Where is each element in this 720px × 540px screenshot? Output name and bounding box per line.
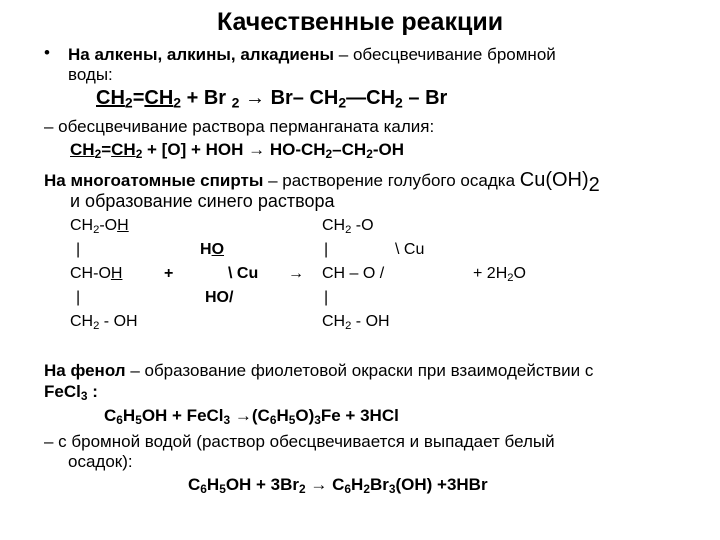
page-title: Качественные реакции: [216, 8, 504, 36]
eq-subscript: 2: [395, 94, 403, 111]
eq-term: H: [206, 475, 220, 494]
glycerate-row-1: [322, 218, 374, 234]
eq-subscript: 3: [314, 412, 321, 427]
eq-term: - OH: [99, 313, 138, 330]
eq-term: HO: [205, 289, 229, 306]
eq-term: CH: [70, 140, 95, 159]
eq-term: OH + FeCl: [141, 406, 224, 425]
eq-term: H: [351, 475, 364, 494]
plus-sign: +: [164, 265, 174, 282]
eq-term: OH + 3Br: [225, 475, 300, 494]
eq-subscript: 6: [269, 412, 277, 427]
eq-arrow: →: [239, 87, 271, 109]
phenol-bromine-equation: [188, 475, 488, 496]
kmno4-text: – обесцвечивание раствора перманганата калия:: [44, 117, 435, 136]
eq-term: →(C: [230, 406, 270, 425]
glycerate-row-3: CH – O /: [322, 265, 385, 282]
eq-term: Br– CH: [270, 87, 339, 109]
eq-term: CH: [322, 313, 346, 330]
eq-subscript: 5: [288, 412, 296, 427]
eq-term: CH: [111, 140, 136, 159]
eq-term: CH-O: [70, 265, 111, 282]
cuoh2-ho-top: [200, 242, 224, 258]
eq-term: H: [117, 217, 129, 234]
glycerate-row-5: [322, 314, 390, 330]
eq-term: —CH: [346, 87, 396, 109]
eq-term: O: [211, 241, 225, 258]
fecl3-label: [44, 382, 98, 403]
phenol-text: – образование фиолетовой окраски при взаимодействии с: [125, 361, 594, 380]
eq-term: Fe + 3HCl: [320, 406, 399, 425]
eq-term: CH: [322, 217, 346, 234]
eq-term: O): [295, 406, 315, 425]
eq-subscript: 2: [338, 94, 347, 111]
eq-subscript: 2: [135, 146, 143, 161]
eq-subscript: 6: [116, 412, 123, 427]
glycerol-bond-2: |: [76, 289, 81, 306]
phenol-heading: На фенол: [44, 361, 126, 380]
eq-subscript: 6: [344, 481, 352, 496]
eq-term: =: [101, 140, 112, 159]
eq-subscript: 5: [135, 412, 142, 427]
glycerol-bond-1: |: [76, 241, 81, 258]
eq-term: :: [87, 382, 98, 401]
phenol-line: [44, 362, 593, 379]
alkenes-heading: На алкены, алкины, алкадиены: [68, 45, 335, 64]
eq-term: CH: [144, 87, 174, 109]
eq-subscript: 2: [588, 174, 600, 196]
alkene-kmno4-equation: [70, 140, 404, 161]
eq-subscript: 2: [345, 223, 352, 236]
eq-term: -OH: [372, 140, 404, 159]
eq-term: C: [188, 475, 201, 494]
eq-subscript: 3: [80, 388, 88, 403]
eq-subscript: 6: [200, 481, 207, 496]
eq-term: C: [104, 406, 117, 425]
eq-term: + Br: [181, 87, 232, 109]
eq-term: → C: [305, 475, 345, 494]
eq-subscript: 2: [507, 271, 514, 284]
eq-term: – Br: [402, 87, 448, 109]
eq-term: - OH: [351, 313, 390, 330]
eq-subscript: 2: [345, 319, 352, 332]
bullet-icon: •: [44, 43, 50, 62]
eq-term: + 2H: [473, 265, 508, 282]
glycerate-bond-2: |: [324, 289, 329, 306]
glycerol-row-5: [70, 314, 138, 330]
polyols-line: [44, 169, 600, 196]
eq-term: H: [200, 241, 212, 258]
eq-term: CH: [70, 313, 94, 330]
eq-subscript: 2: [93, 319, 100, 332]
glycerate-bond-1: |: [324, 241, 329, 258]
eq-term: (OH) +3HBr: [395, 475, 488, 494]
eq-subscript: 5: [219, 481, 226, 496]
eq-term: H: [110, 265, 123, 282]
eq-subscript: 2: [93, 223, 100, 236]
reaction-arrow: →: [288, 265, 304, 282]
polyols-line-2: и образование синего раствора: [70, 191, 335, 211]
bromine-water-text-2: осадок):: [68, 452, 133, 471]
eq-term: O: [513, 265, 526, 282]
eq-term: -O: [351, 217, 374, 234]
polyols-text: – растворение голубого осадка: [263, 171, 520, 190]
eq-term: CH: [96, 87, 125, 109]
eq-subscript: 2: [124, 94, 133, 111]
eq-term: + [O] + HOH → HO-CH: [142, 140, 326, 159]
glycerol-row-3: [70, 266, 122, 282]
eq-subscript: 3: [388, 481, 396, 496]
copper-hydroxide: Cu(OH): [519, 169, 589, 191]
eq-term: H: [276, 406, 289, 425]
eq-term: Br: [369, 475, 389, 494]
eq-term: FeCl: [44, 382, 81, 401]
eq-term: –CH: [332, 140, 367, 159]
glycerol-row-1: [70, 218, 129, 234]
bromine-water-text: – с бромной водой (раствор обесцвечивается и выпадает белый: [44, 432, 555, 451]
cuoh2-ho-bottom: [205, 290, 233, 306]
alkenes-text-2: воды:: [68, 65, 113, 84]
alkenes-line: [68, 46, 556, 63]
eq-subscript: 2: [325, 146, 333, 161]
eq-subscript: 2: [366, 146, 373, 161]
eq-subscript: 2: [173, 94, 182, 111]
polyols-heading: На многоатомные спирты: [44, 171, 264, 190]
water-product: [473, 266, 526, 282]
eq-subscript: 2: [231, 94, 240, 111]
eq-subscript: 2: [363, 481, 370, 496]
eq-term: =: [132, 87, 145, 109]
alkene-bromine-equation: [96, 87, 448, 111]
eq-term: CH: [70, 217, 94, 234]
eq-term: /: [229, 289, 234, 306]
eq-subscript: 2: [94, 146, 102, 161]
eq-term: H: [122, 406, 136, 425]
eq-subscript: 2: [299, 481, 306, 496]
phenol-fecl3-equation: [104, 406, 399, 427]
eq-term: -O: [99, 217, 118, 234]
cuoh2-cu: \ Cu: [228, 265, 259, 282]
eq-subscript: 3: [223, 412, 231, 427]
glycerate-cu: \ Cu: [395, 241, 425, 258]
alkenes-text: – обесцвечивание бромной: [334, 45, 556, 64]
